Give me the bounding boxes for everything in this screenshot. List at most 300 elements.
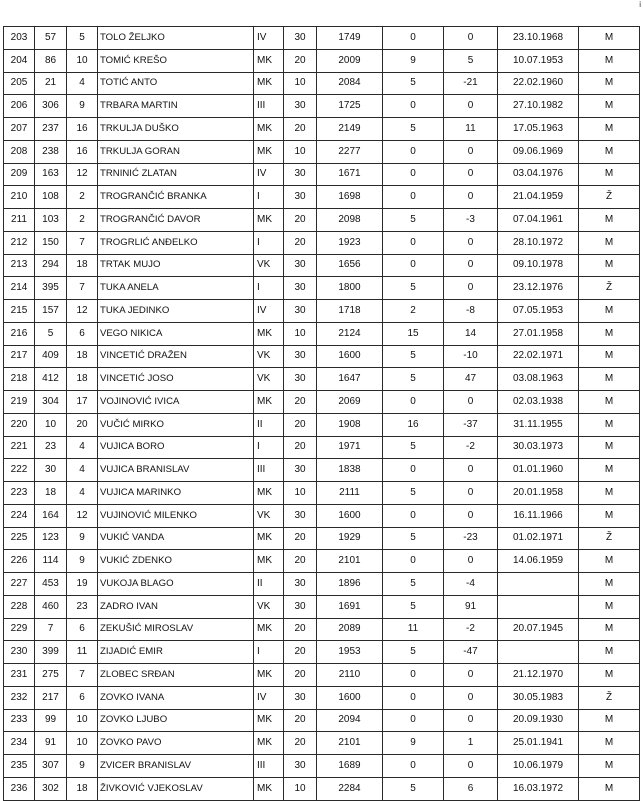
birthdate-cell: 01.01.1960 bbox=[498, 459, 579, 482]
k-factor-cell: 30 bbox=[284, 345, 317, 368]
id-cell: 23 bbox=[35, 436, 67, 459]
games-cell: 5 bbox=[383, 368, 444, 391]
name-cell: VUČIĆ MIRKO bbox=[98, 413, 254, 436]
club-cell: 12 bbox=[67, 504, 98, 527]
table-row bbox=[4, 27, 640, 50]
id-cell: 460 bbox=[35, 595, 67, 618]
club-cell: 6 bbox=[67, 322, 98, 345]
rating-cell: 1600 bbox=[317, 686, 383, 709]
k-factor-cell: 30 bbox=[284, 95, 317, 118]
rating-cell: 2094 bbox=[317, 709, 383, 732]
category-cell: VK bbox=[254, 254, 284, 277]
table-row bbox=[4, 641, 640, 664]
k-factor-cell: 20 bbox=[284, 391, 317, 414]
category-cell: I bbox=[254, 186, 284, 209]
birthdate-cell: 23.10.1968 bbox=[498, 27, 579, 50]
name-cell: TROGRLIĆ ANĐELKO bbox=[98, 231, 254, 254]
table-row bbox=[4, 72, 640, 95]
birthdate-cell: 03.04.1976 bbox=[498, 163, 579, 186]
rating-cell: 1896 bbox=[317, 573, 383, 596]
name-cell: TROGRANČIĆ DAVOR bbox=[98, 209, 254, 232]
rating-cell: 1800 bbox=[317, 277, 383, 300]
change-cell: -47 bbox=[444, 641, 498, 664]
table-row bbox=[4, 436, 640, 459]
club-cell: 17 bbox=[67, 391, 98, 414]
id-cell: 108 bbox=[35, 186, 67, 209]
category-cell: I bbox=[254, 231, 284, 254]
games-cell: 0 bbox=[383, 755, 444, 778]
sex-cell: M bbox=[579, 118, 640, 141]
name-cell: ZOVKO IVANA bbox=[98, 686, 254, 709]
category-cell: IV bbox=[254, 163, 284, 186]
games-cell: 0 bbox=[383, 163, 444, 186]
rank-cell: 204 bbox=[4, 49, 35, 72]
change-cell: 0 bbox=[444, 231, 498, 254]
birthdate-cell: 10.06.1979 bbox=[498, 755, 579, 778]
category-cell: MK bbox=[254, 118, 284, 141]
name-cell: TUKA JEDINKO bbox=[98, 300, 254, 323]
category-cell: VK bbox=[254, 504, 284, 527]
sex-cell: M bbox=[579, 140, 640, 163]
rank-cell: 231 bbox=[4, 664, 35, 687]
table-body bbox=[4, 27, 640, 801]
club-cell: 4 bbox=[67, 482, 98, 505]
birthdate-cell: 27.01.1958 bbox=[498, 322, 579, 345]
rank-cell: 207 bbox=[4, 118, 35, 141]
rank-cell: 222 bbox=[4, 459, 35, 482]
club-cell: 2 bbox=[67, 186, 98, 209]
games-cell: 0 bbox=[383, 550, 444, 573]
rank-cell: 214 bbox=[4, 277, 35, 300]
rating-cell: 1600 bbox=[317, 504, 383, 527]
change-cell: 0 bbox=[444, 254, 498, 277]
rating-cell: 2069 bbox=[317, 391, 383, 414]
category-cell: VK bbox=[254, 595, 284, 618]
k-factor-cell: 10 bbox=[284, 482, 317, 505]
rank-cell: 217 bbox=[4, 345, 35, 368]
id-cell: 150 bbox=[35, 231, 67, 254]
name-cell: ZADRO IVAN bbox=[98, 595, 254, 618]
rating-cell: 1953 bbox=[317, 641, 383, 664]
club-cell: 16 bbox=[67, 118, 98, 141]
change-cell: 0 bbox=[444, 504, 498, 527]
change-cell: 91 bbox=[444, 595, 498, 618]
table-row bbox=[4, 777, 640, 800]
table-row bbox=[4, 732, 640, 755]
k-factor-cell: 30 bbox=[284, 755, 317, 778]
birthdate-cell: 31.11.1955 bbox=[498, 413, 579, 436]
sex-cell: M bbox=[579, 413, 640, 436]
rank-cell: 211 bbox=[4, 209, 35, 232]
sex-cell: M bbox=[579, 163, 640, 186]
table-row bbox=[4, 300, 640, 323]
rating-cell: 1656 bbox=[317, 254, 383, 277]
sex-cell: M bbox=[579, 436, 640, 459]
sex-cell: M bbox=[579, 550, 640, 573]
category-cell: IV bbox=[254, 686, 284, 709]
games-cell: 0 bbox=[383, 254, 444, 277]
games-cell: 5 bbox=[383, 595, 444, 618]
club-cell: 6 bbox=[67, 618, 98, 641]
category-cell: MK bbox=[254, 550, 284, 573]
rating-cell: 1698 bbox=[317, 186, 383, 209]
birthdate-cell: 03.08.1963 bbox=[498, 368, 579, 391]
rating-cell: 2089 bbox=[317, 618, 383, 641]
rank-cell: 227 bbox=[4, 573, 35, 596]
change-cell: 0 bbox=[444, 459, 498, 482]
id-cell: 237 bbox=[35, 118, 67, 141]
rank-cell: 213 bbox=[4, 254, 35, 277]
sex-cell: Ž bbox=[579, 527, 640, 550]
birthdate-cell: 27.10.1982 bbox=[498, 95, 579, 118]
change-cell: 0 bbox=[444, 664, 498, 687]
k-factor-cell: 10 bbox=[284, 140, 317, 163]
games-cell: 5 bbox=[383, 118, 444, 141]
birthdate-cell: 07.04.1961 bbox=[498, 209, 579, 232]
table-row bbox=[4, 254, 640, 277]
rank-cell: 212 bbox=[4, 231, 35, 254]
k-factor-cell: 30 bbox=[284, 186, 317, 209]
name-cell: ZLOBEC SRĐAN bbox=[98, 664, 254, 687]
sex-cell: M bbox=[579, 595, 640, 618]
birthdate-cell: 10.07.1953 bbox=[498, 49, 579, 72]
rank-cell: 220 bbox=[4, 413, 35, 436]
rank-cell: 206 bbox=[4, 95, 35, 118]
sex-cell: Ž bbox=[579, 277, 640, 300]
birthdate-cell: 22.02.1971 bbox=[498, 345, 579, 368]
id-cell: 123 bbox=[35, 527, 67, 550]
id-cell: 7 bbox=[35, 618, 67, 641]
rating-cell: 1929 bbox=[317, 527, 383, 550]
table-row bbox=[4, 686, 640, 709]
birthdate-cell: 25.01.1941 bbox=[498, 732, 579, 755]
table-row bbox=[4, 345, 640, 368]
change-cell: 0 bbox=[444, 686, 498, 709]
rank-cell: 218 bbox=[4, 368, 35, 391]
k-factor-cell: 20 bbox=[284, 550, 317, 573]
games-cell: 0 bbox=[383, 686, 444, 709]
birthdate-cell: 30.03.1973 bbox=[498, 436, 579, 459]
change-cell: -8 bbox=[444, 300, 498, 323]
club-cell: 12 bbox=[67, 163, 98, 186]
category-cell: III bbox=[254, 95, 284, 118]
change-cell: 0 bbox=[444, 709, 498, 732]
k-factor-cell: 30 bbox=[284, 595, 317, 618]
change-cell: -4 bbox=[444, 573, 498, 596]
birthdate-cell: 01.02.1971 bbox=[498, 527, 579, 550]
table-row bbox=[4, 595, 640, 618]
club-cell: 20 bbox=[67, 413, 98, 436]
table-row bbox=[4, 368, 640, 391]
id-cell: 18 bbox=[35, 482, 67, 505]
category-cell: MK bbox=[254, 777, 284, 800]
club-cell: 6 bbox=[67, 686, 98, 709]
games-cell: 0 bbox=[383, 95, 444, 118]
rating-cell: 1600 bbox=[317, 345, 383, 368]
club-cell: 16 bbox=[67, 140, 98, 163]
change-cell: -2 bbox=[444, 618, 498, 641]
change-cell: 11 bbox=[444, 118, 498, 141]
id-cell: 453 bbox=[35, 573, 67, 596]
name-cell: VUJICA BORO bbox=[98, 436, 254, 459]
games-cell: 5 bbox=[383, 72, 444, 95]
table-row bbox=[4, 573, 640, 596]
games-cell: 11 bbox=[383, 618, 444, 641]
change-cell: 0 bbox=[444, 755, 498, 778]
rating-cell: 2124 bbox=[317, 322, 383, 345]
name-cell: TRBARA MARTIN bbox=[98, 95, 254, 118]
table-row bbox=[4, 231, 640, 254]
name-cell: ZOVKO PAVO bbox=[98, 732, 254, 755]
name-cell: TOLO ŽELJKO bbox=[98, 27, 254, 50]
sex-cell: M bbox=[579, 27, 640, 50]
k-factor-cell: 10 bbox=[284, 322, 317, 345]
birthdate-cell: 09.06.1969 bbox=[498, 140, 579, 163]
id-cell: 304 bbox=[35, 391, 67, 414]
birthdate-cell: 20.07.1945 bbox=[498, 618, 579, 641]
k-factor-cell: 30 bbox=[284, 300, 317, 323]
name-cell: TRKULJA DUŠKO bbox=[98, 118, 254, 141]
k-factor-cell: 30 bbox=[284, 254, 317, 277]
rank-cell: 229 bbox=[4, 618, 35, 641]
birthdate-cell: 20.09.1930 bbox=[498, 709, 579, 732]
club-cell: 7 bbox=[67, 664, 98, 687]
sex-cell: M bbox=[579, 95, 640, 118]
k-factor-cell: 30 bbox=[284, 163, 317, 186]
category-cell: I bbox=[254, 277, 284, 300]
games-cell: 0 bbox=[383, 391, 444, 414]
change-cell: 0 bbox=[444, 95, 498, 118]
change-cell: 0 bbox=[444, 186, 498, 209]
sex-cell: M bbox=[579, 777, 640, 800]
club-cell: 11 bbox=[67, 641, 98, 664]
k-factor-cell: 20 bbox=[284, 413, 317, 436]
table-row bbox=[4, 550, 640, 573]
rating-cell: 1691 bbox=[317, 595, 383, 618]
id-cell: 5 bbox=[35, 322, 67, 345]
birthdate-cell bbox=[498, 595, 579, 618]
id-cell: 103 bbox=[35, 209, 67, 232]
k-factor-cell: 20 bbox=[284, 641, 317, 664]
name-cell: VUJICA BRANISLAV bbox=[98, 459, 254, 482]
table-row bbox=[4, 482, 640, 505]
name-cell: TOTIĆ ANTO bbox=[98, 72, 254, 95]
birthdate-cell: 14.06.1959 bbox=[498, 550, 579, 573]
name-cell: VOJINOVIĆ IVICA bbox=[98, 391, 254, 414]
name-cell: ZEKUŠIĆ MIROSLAV bbox=[98, 618, 254, 641]
category-cell: MK bbox=[254, 391, 284, 414]
category-cell: MK bbox=[254, 482, 284, 505]
sex-cell: M bbox=[579, 755, 640, 778]
sex-cell: M bbox=[579, 391, 640, 414]
rank-cell: 215 bbox=[4, 300, 35, 323]
games-cell: 0 bbox=[383, 664, 444, 687]
change-cell: 0 bbox=[444, 550, 498, 573]
club-cell: 7 bbox=[67, 277, 98, 300]
sex-cell: M bbox=[579, 732, 640, 755]
category-cell: MK bbox=[254, 49, 284, 72]
sex-cell: Ž bbox=[579, 686, 640, 709]
id-cell: 30 bbox=[35, 459, 67, 482]
sex-cell: Ž bbox=[579, 186, 640, 209]
sex-cell: M bbox=[579, 664, 640, 687]
games-cell: 0 bbox=[383, 504, 444, 527]
rank-cell: 203 bbox=[4, 27, 35, 50]
rank-cell: 209 bbox=[4, 163, 35, 186]
change-cell: -23 bbox=[444, 527, 498, 550]
k-factor-cell: 20 bbox=[284, 527, 317, 550]
games-cell: 0 bbox=[383, 709, 444, 732]
table-row bbox=[4, 504, 640, 527]
k-factor-cell: 20 bbox=[284, 231, 317, 254]
id-cell: 302 bbox=[35, 777, 67, 800]
name-cell: TROGRANČIĆ BRANKA bbox=[98, 186, 254, 209]
name-cell: VINCETIĆ DRAŽEN bbox=[98, 345, 254, 368]
club-cell: 5 bbox=[67, 27, 98, 50]
k-factor-cell: 30 bbox=[284, 277, 317, 300]
rating-cell: 2098 bbox=[317, 209, 383, 232]
name-cell: ZOVKO LJUBO bbox=[98, 709, 254, 732]
id-cell: 114 bbox=[35, 550, 67, 573]
change-cell: 0 bbox=[444, 163, 498, 186]
change-cell: 0 bbox=[444, 140, 498, 163]
games-cell: 5 bbox=[383, 345, 444, 368]
name-cell: TRTAK MUJO bbox=[98, 254, 254, 277]
birthdate-cell: 21.04.1959 bbox=[498, 186, 579, 209]
sex-cell: M bbox=[579, 573, 640, 596]
corner-mark: i bbox=[639, 0, 641, 9]
sex-cell: M bbox=[579, 709, 640, 732]
id-cell: 157 bbox=[35, 300, 67, 323]
change-cell: 1 bbox=[444, 732, 498, 755]
rating-cell: 1908 bbox=[317, 413, 383, 436]
name-cell: VUKOJA BLAGO bbox=[98, 573, 254, 596]
k-factor-cell: 20 bbox=[284, 209, 317, 232]
rank-cell: 225 bbox=[4, 527, 35, 550]
table-row bbox=[4, 209, 640, 232]
table-row bbox=[4, 186, 640, 209]
sex-cell: M bbox=[579, 322, 640, 345]
change-cell: 0 bbox=[444, 391, 498, 414]
sex-cell: M bbox=[579, 300, 640, 323]
games-cell: 0 bbox=[383, 459, 444, 482]
k-factor-cell: 20 bbox=[284, 618, 317, 641]
games-cell: 5 bbox=[383, 209, 444, 232]
change-cell: 5 bbox=[444, 49, 498, 72]
rank-cell: 233 bbox=[4, 709, 35, 732]
birthdate-cell: 07.05.1953 bbox=[498, 300, 579, 323]
id-cell: 57 bbox=[35, 27, 67, 50]
rank-cell: 216 bbox=[4, 322, 35, 345]
sex-cell: M bbox=[579, 459, 640, 482]
name-cell: VUKIĆ ZDENKO bbox=[98, 550, 254, 573]
name-cell: VUJICA MARINKO bbox=[98, 482, 254, 505]
sex-cell: M bbox=[579, 254, 640, 277]
category-cell: II bbox=[254, 413, 284, 436]
k-factor-cell: 20 bbox=[284, 118, 317, 141]
category-cell: MK bbox=[254, 72, 284, 95]
k-factor-cell: 30 bbox=[284, 27, 317, 50]
change-cell: 0 bbox=[444, 27, 498, 50]
category-cell: MK bbox=[254, 209, 284, 232]
sex-cell: M bbox=[579, 72, 640, 95]
club-cell: 19 bbox=[67, 573, 98, 596]
change-cell: -2 bbox=[444, 436, 498, 459]
name-cell: ZVICER BRANISLAV bbox=[98, 755, 254, 778]
table-row bbox=[4, 277, 640, 300]
category-cell: MK bbox=[254, 664, 284, 687]
rating-cell: 1671 bbox=[317, 163, 383, 186]
rating-cell: 1718 bbox=[317, 300, 383, 323]
rank-cell: 235 bbox=[4, 755, 35, 778]
games-cell: 0 bbox=[383, 186, 444, 209]
rating-cell: 2101 bbox=[317, 732, 383, 755]
k-factor-cell: 30 bbox=[284, 368, 317, 391]
change-cell: 0 bbox=[444, 482, 498, 505]
birthdate-cell: 16.03.1972 bbox=[498, 777, 579, 800]
games-cell: 9 bbox=[383, 49, 444, 72]
k-factor-cell: 30 bbox=[284, 573, 317, 596]
table-row bbox=[4, 709, 640, 732]
k-factor-cell: 20 bbox=[284, 732, 317, 755]
rating-cell: 1838 bbox=[317, 459, 383, 482]
birthdate-cell: 20.01.1958 bbox=[498, 482, 579, 505]
id-cell: 164 bbox=[35, 504, 67, 527]
rank-cell: 232 bbox=[4, 686, 35, 709]
club-cell: 9 bbox=[67, 527, 98, 550]
category-cell: I bbox=[254, 641, 284, 664]
name-cell: VINCETIĆ JOSO bbox=[98, 368, 254, 391]
player-registry-table bbox=[3, 26, 640, 801]
id-cell: 307 bbox=[35, 755, 67, 778]
rating-cell: 1971 bbox=[317, 436, 383, 459]
change-cell: 14 bbox=[444, 322, 498, 345]
birthdate-cell: 09.10.1978 bbox=[498, 254, 579, 277]
birthdate-cell: 23.12.1976 bbox=[498, 277, 579, 300]
rating-cell: 2284 bbox=[317, 777, 383, 800]
club-cell: 9 bbox=[67, 95, 98, 118]
sex-cell: M bbox=[579, 504, 640, 527]
sex-cell: M bbox=[579, 209, 640, 232]
table-row bbox=[4, 391, 640, 414]
name-cell: TRNINIĆ ZLATAN bbox=[98, 163, 254, 186]
sex-cell: M bbox=[579, 482, 640, 505]
rating-cell: 2110 bbox=[317, 664, 383, 687]
category-cell: MK bbox=[254, 140, 284, 163]
change-cell: -37 bbox=[444, 413, 498, 436]
category-cell: IV bbox=[254, 27, 284, 50]
club-cell: 10 bbox=[67, 732, 98, 755]
sex-cell: M bbox=[579, 231, 640, 254]
birthdate-cell: 17.05.1963 bbox=[498, 118, 579, 141]
rank-cell: 210 bbox=[4, 186, 35, 209]
category-cell: MK bbox=[254, 527, 284, 550]
k-factor-cell: 30 bbox=[284, 686, 317, 709]
name-cell: VUJINOVIĆ MILENKO bbox=[98, 504, 254, 527]
rank-cell: 223 bbox=[4, 482, 35, 505]
club-cell: 9 bbox=[67, 550, 98, 573]
club-cell: 10 bbox=[67, 49, 98, 72]
id-cell: 217 bbox=[35, 686, 67, 709]
club-cell: 4 bbox=[67, 436, 98, 459]
table-row bbox=[4, 49, 640, 72]
rating-cell: 2084 bbox=[317, 72, 383, 95]
id-cell: 238 bbox=[35, 140, 67, 163]
rank-cell: 228 bbox=[4, 595, 35, 618]
games-cell: 15 bbox=[383, 322, 444, 345]
birthdate-cell: 22.02.1960 bbox=[498, 72, 579, 95]
k-factor-cell: 20 bbox=[284, 664, 317, 687]
